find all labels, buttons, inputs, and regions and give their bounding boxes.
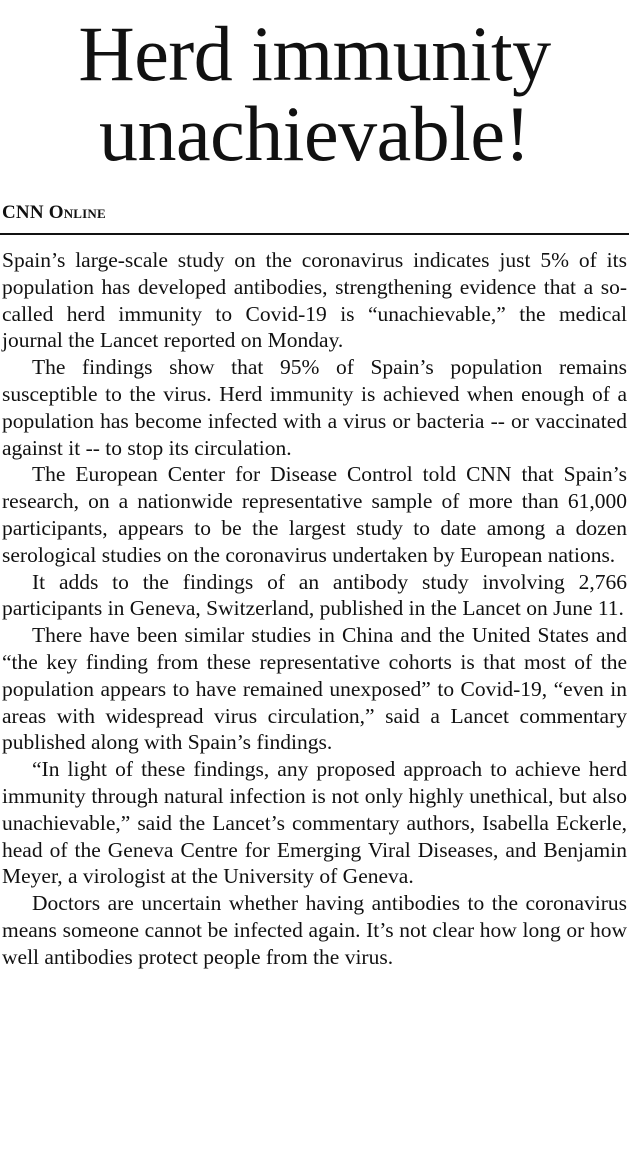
paragraph-5: There have been similar studies in China and the United States and “the key finding from these representative cohorts is that most of the population appears to have remained unexposed” to Covid-19, “even in areas with widespread virus circulation,” said a Lancet commentary published along with Spain’s findings. <box>2 623 627 755</box>
paragraph-6: “In light of these findings, any proposed approach to achieve herd immunity through natural infection is not only highly unethical, but also unachievable,” said the Lancet’s commentary authors, Isabella Eckerle, head of the Geneva Centre for Emerging Viral Diseases, and Benjamin Meyer, a virologist at the University of Geneva. <box>2 757 627 889</box>
byline: CNN Online <box>2 202 106 223</box>
paragraph-2: The findings show that 95% of Spain’s population remains susceptible to the virus. Herd immunity is achieved when enough of a population has become infected with a virus or bacteria -- or vaccinated against it -- to stop its circulation. <box>2 355 627 460</box>
headline-line-2: unachievable! <box>99 90 530 177</box>
paragraph-1: Spain’s large-scale study on the coronavirus indicates just 5% of its population has developed antibodies, strengthening evidence that a so-called herd immunity to Covid-19 is “unachievable,” the medical journal the Lancet reported on Monday. <box>2 248 627 353</box>
headline <box>0 10 629 177</box>
article-body <box>2 247 627 971</box>
paragraph-7: Doctors are uncertain whether having antibodies to the coronavirus means someone cannot be infected again. It’s not clear how long or how well antibodies protect people from the virus. <box>2 891 627 969</box>
paragraph-3: The European Center for Disease Control told CNN that Spain’s research, on a nationwide representative sample of more than 61,000 participants, appears to be the largest study to date among a dozen serological studies on the coronavirus undertaken by European nations. <box>2 462 627 567</box>
headline-line-1: Herd immunity <box>78 10 551 97</box>
divider-rule <box>0 233 629 235</box>
paragraph-4: It adds to the findings of an antibody study involving 2,766 participants in Geneva, Switzerland, published in the Lancet on June 11. <box>2 569 627 621</box>
